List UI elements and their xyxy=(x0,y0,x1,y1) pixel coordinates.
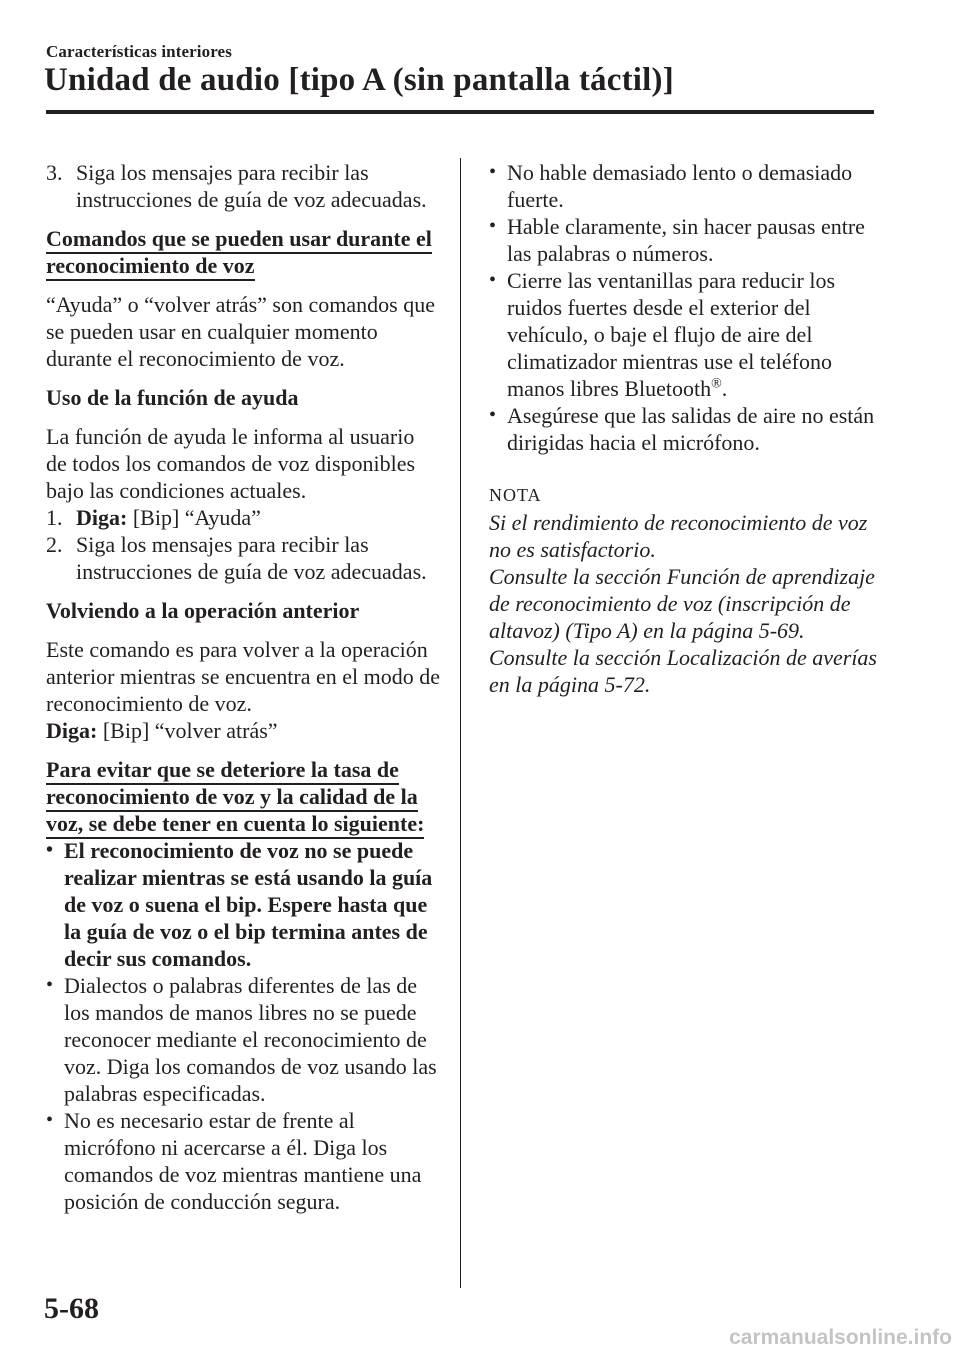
tips-list-right xyxy=(489,159,889,456)
section-heading-commands: Comandos que se pueden usar durante el reconocimiento de voz xyxy=(46,225,440,279)
page-number: 5-68 xyxy=(44,1292,99,1325)
subheading-back: Volviendo a la operación anterior xyxy=(46,598,360,623)
step-3 xyxy=(46,159,440,213)
bullet-icon: • xyxy=(46,1109,54,1131)
section-label: Características interiores xyxy=(46,42,232,61)
title-rule xyxy=(46,110,874,114)
step-text: Siga los mensajes para recibir las instrucciones de guía de voz adecuadas. xyxy=(76,532,427,584)
say-label: Diga: xyxy=(76,505,128,530)
say-label: Diga: xyxy=(46,718,98,743)
list-item: • Hable claramente, sin hacer pausas entre las palabras o números. xyxy=(489,214,865,266)
column-divider xyxy=(460,158,461,1288)
note-heading: NOTA xyxy=(489,485,542,505)
bullet-icon: • xyxy=(489,269,497,291)
list-item: • Dialectos o palabras diferentes de las de los mandos de manos libres no se puede reconocer mediante el reconocimiento de voz. Diga los comandos de voz usando las palabras especificadas. xyxy=(46,973,437,1106)
paragraph-help: La función de ayuda le informa al usuario de todos los comandos de voz disponibles bajo las condiciones actuales. xyxy=(46,424,416,503)
section-heading-quality: Para evitar que se deteriore la tasa de reconocimiento de voz y la calidad de la voz, se debe tener en cuenta lo siguiente: xyxy=(46,756,440,837)
page-title: Unidad de audio [tipo A (sin pantalla táctil)] xyxy=(44,62,674,98)
left-column xyxy=(46,159,440,1215)
bullet-icon: • xyxy=(489,215,497,237)
say-back: Diga: [Bip] “volver atrás” xyxy=(46,718,278,743)
step-2 xyxy=(46,531,440,585)
bullet-icon: • xyxy=(46,839,54,861)
registered-mark: ® xyxy=(711,376,722,392)
note-line: Consulte la sección Función de aprendizaje de reconocimiento de voz (inscripción de altavoz) (Tipo A) en la página 5-69. xyxy=(489,564,875,643)
list-item: • Asegúrese que las salidas de aire no están dirigidas hacia el micrófono. xyxy=(489,403,875,455)
bullet-icon: • xyxy=(46,974,54,996)
paragraph-commands: “Ayuda” o “volver atrás” son comandos que se pueden usar en cualquier momento durante el reconocimiento de voz. xyxy=(46,292,435,371)
step-text: Siga los mensajes para recibir las instrucciones de guía de voz adecuadas. xyxy=(76,160,427,212)
list-item: • No es necesario estar de frente al micrófono ni acercarse a él. Diga los comandos de voz mientras mantiene una posición de conducción segura. xyxy=(46,1108,422,1214)
list-item: • El reconocimiento de voz no se puede realizar mientras se está usando la guía de voz o suena el bip. Espere hasta que la guía de voz o el bip termina antes de decir sus comandos. xyxy=(46,838,433,971)
watermark: carmanualsonline.info xyxy=(729,1326,952,1349)
list-item: • Cierre las ventanillas para reducir los ruidos fuertes desde el exterior del vehículo, o baje el flujo de aire del climatizador mientras use el teléfono manos libres Bluetooth®. xyxy=(489,268,836,401)
note-line: Consulte la sección Localización de averías en la página 5-72. xyxy=(489,645,877,697)
step-1 xyxy=(46,504,440,531)
step-number: 3. xyxy=(46,160,63,185)
step-text: Diga: [Bip] “Ayuda” xyxy=(76,505,261,530)
note-line: Si el rendimiento de reconocimiento de voz no es satisfactorio. xyxy=(489,510,868,562)
right-column xyxy=(489,159,889,698)
tips-list-left xyxy=(46,837,440,1215)
step-number: 1. xyxy=(46,505,63,530)
bullet-icon: • xyxy=(489,404,497,426)
subheading-help: Uso de la función de ayuda xyxy=(46,385,299,410)
list-item: • No hable demasiado lento o demasiado fuerte. xyxy=(489,160,853,212)
step-number: 2. xyxy=(46,532,63,557)
bullet-icon: • xyxy=(489,161,497,183)
paragraph-back: Este comando es para volver a la operación anterior mientras se encuentra en el modo de reconocimiento de voz. xyxy=(46,637,441,716)
